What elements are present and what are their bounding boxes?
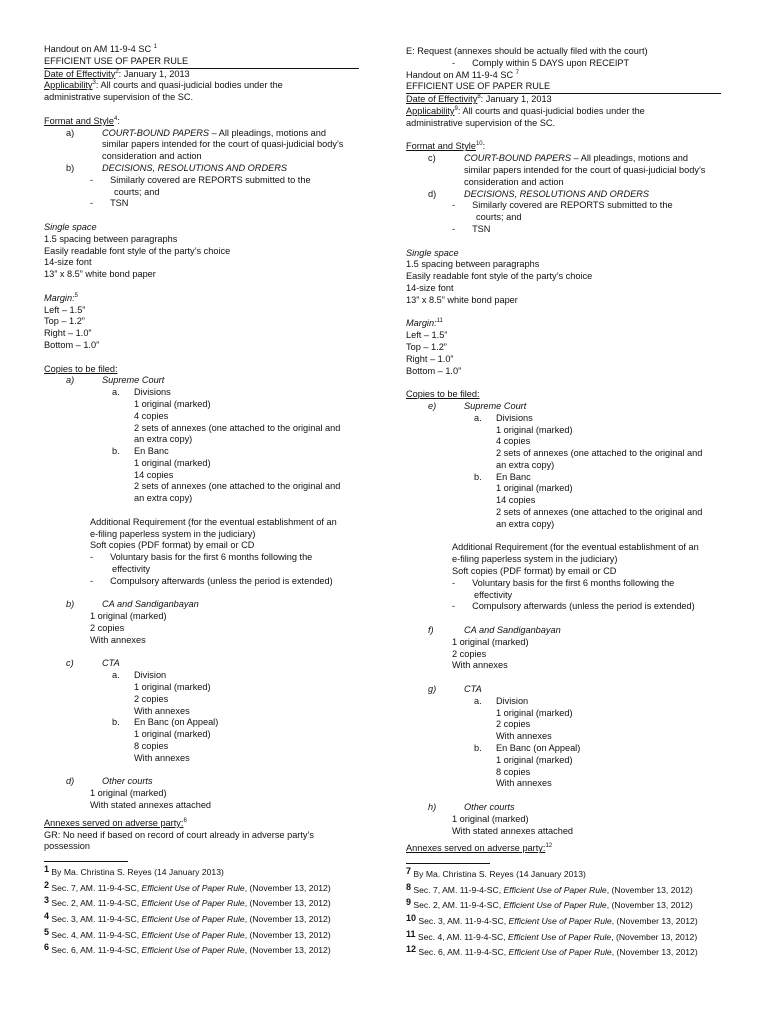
oc-original: 1 original (marked) [452, 813, 529, 824]
footnote-ref: 4 [113, 115, 118, 122]
copies-heading: Copies to be filed: [44, 363, 118, 374]
format-item-b: b) DECISIONS, RESOLUTIONS AND ORDERS [66, 162, 287, 173]
additional-requirement-cont: e-filing paperless system in the judiciary) [90, 528, 256, 539]
footnote-ref: 7 [515, 69, 519, 76]
footnote-ref: 1 [153, 44, 157, 50]
voluntary-basis: - Voluntary basis for the first 6 months following the [90, 552, 313, 563]
footnote-title: Efficient Use of Paper Rule [141, 945, 245, 956]
margin-top: Top – 1.2” [406, 341, 447, 352]
cta-eb-copies: 8 copies [134, 741, 169, 752]
footnote-number: 7 [406, 866, 412, 877]
ca-heading: f) CA and Sandiganbayan [428, 625, 561, 636]
footnote-number: 5 [44, 926, 50, 937]
sc-div-annexes-cont: an extra copy) [134, 434, 193, 445]
ca-copies: 2 copies [90, 623, 125, 634]
cta-div-original: 1 original (marked) [134, 682, 211, 693]
voluntary-basis: - Voluntary basis for the first 6 months following the [452, 577, 675, 588]
footnote [406, 867, 724, 883]
sc-div-annexes: 2 sets of annexes (one attached to the original and [496, 448, 703, 459]
footnote-title: Efficient Use of Paper Rule [503, 884, 607, 895]
handout-title: Handout on AM 11-9-4 SC $^1$ [44, 44, 157, 54]
footnote-title: Efficient Use of Paper Rule [508, 915, 612, 926]
footnote-ref: 12 [545, 843, 553, 850]
e-request-line: E: Request (annexes should be actually filed with the court) [406, 46, 648, 56]
oc-original: 1 original (marked) [90, 788, 167, 799]
sc-eb-copies: 14 copies [134, 469, 174, 480]
sc-div-copies: 4 copies [496, 436, 531, 447]
footnote-text: Sec. 2, AM. 11-9-4-SC, [49, 898, 142, 909]
footnote-ref: 9 [454, 105, 458, 112]
margin-heading: Margin:$^5$ [44, 292, 78, 303]
margin-bottom: Bottom – 1.0” [44, 339, 100, 350]
other-courts-heading: h) Other courts [428, 802, 515, 812]
footnote-date: , (November 13, 2012) [606, 900, 693, 911]
e-request-sub-text: Comply within 5 DAYS upon RECEIPT [472, 57, 630, 68]
cta-heading: c) CTA [66, 658, 120, 669]
footnote-number: 9 [406, 897, 412, 908]
copies-heading: Copies to be filed: [406, 389, 480, 400]
footnote [406, 945, 724, 961]
sc-div-original: 1 original (marked) [496, 424, 573, 435]
format-item-b-bullet1-cont: courts; and [476, 212, 522, 223]
cta-div-annexes: With annexes [496, 731, 552, 742]
format-item-b-bullet1: - Similarly covered are REPORTS submitted to the [90, 174, 311, 185]
ca-copies: 2 copies [452, 648, 487, 659]
format-item-a-cont: similar papers intended for the court of quasi-judicial body’s [102, 139, 344, 150]
footnote [44, 912, 362, 928]
footnote [406, 930, 724, 946]
sc-div-annexes: 2 sets of annexes (one attached to the original and [134, 422, 341, 433]
ca-original: 1 original (marked) [452, 636, 529, 647]
footnote-text: Sec. 4, AM. 11-9-4-SC, [49, 929, 142, 940]
footnote-date: , (November 13, 2012) [244, 913, 331, 924]
format-item-b-bullet1: - Similarly covered are REPORTS submitted to the [452, 200, 673, 211]
footnote-ref: 2 [115, 68, 119, 75]
footnote-number: 8 [406, 881, 412, 892]
footnote-title: Efficient Use of Paper Rule [141, 882, 245, 893]
footnote-title: Efficient Use of Paper Rule [508, 947, 612, 958]
format-item-a-cont2: consideration and action [464, 176, 564, 187]
margin-left: Left – 1.5” [44, 304, 86, 315]
sc-en-banc: b. En Banc [112, 446, 169, 457]
footnote-date: , (November 13, 2012) [611, 931, 698, 942]
margin-bottom: Bottom – 1.0” [406, 365, 462, 376]
footnote [44, 896, 362, 912]
footnote-ref: 6 [183, 817, 187, 824]
handout-title: Handout on AM 11-9-4 SC $^7$ [406, 69, 519, 80]
footnote-date: , (November 13, 2012) [244, 882, 331, 893]
sc-en-banc: b. En Banc [474, 471, 531, 482]
additional-requirement-cont: e-filing paperless system in the judiciary) [452, 554, 618, 565]
footnote-number: 3 [44, 895, 50, 906]
sc-divisions: a. Divisions [112, 387, 171, 398]
voluntary-basis-cont: effectivity [112, 564, 151, 575]
footnote-text: Sec. 2, AM. 11-9-4-SC, [411, 900, 504, 911]
ca-annexes: With annexes [90, 634, 146, 645]
ca-annexes: With annexes [452, 660, 508, 671]
cta-eb-annexes: With annexes [134, 752, 190, 763]
sc-divisions: a. Divisions [474, 412, 533, 423]
margin-heading: Margin:$^{11}$ [406, 318, 443, 329]
applicability: Applicability$^9$: All courts and quasi-judicial bodies under the [406, 105, 645, 116]
footnote-number: 1 [44, 864, 50, 875]
margin-top: Top – 1.2” [44, 316, 85, 327]
cta-div-copies: 2 copies [496, 719, 531, 730]
annexes-served-heading: Annexes served on adverse party:$^{12}$ [406, 843, 553, 854]
footnote-date: , (November 13, 2012) [611, 947, 698, 958]
sc-div-annexes-cont: an extra copy) [496, 459, 555, 470]
cta-heading: g) CTA [428, 684, 482, 695]
spec-font-size: 14-size font [406, 282, 454, 293]
left-column [44, 44, 362, 959]
footnote-number: 2 [44, 879, 50, 890]
cta-division: a. Division [474, 695, 529, 706]
footnote-title: Efficient Use of Paper Rule [503, 900, 607, 911]
footnote-title: Efficient Use of Paper Rule [141, 929, 245, 940]
margin-right: Right – 1.0” [406, 353, 454, 364]
margin-left: Left – 1.5” [406, 330, 448, 341]
footnote-title: Efficient Use of Paper Rule [141, 913, 245, 924]
footnote [406, 883, 724, 899]
footnote-rule [406, 863, 490, 864]
format-item-b-bullet2: - TSN [452, 223, 491, 234]
other-courts-heading: d) Other courts [66, 776, 153, 787]
annexes-served-heading: Annexes served on adverse party:$^6$ [44, 817, 187, 828]
additional-requirement: Additional Requirement (for the eventual establishment of an [452, 542, 699, 553]
cta-en-banc: b. En Banc (on Appeal) [474, 743, 581, 754]
footnote-text: Sec. 4, AM. 11-9-4-SC, [415, 931, 509, 942]
oc-annexes: With stated annexes attached [452, 825, 574, 836]
handout-subtitle: EFFICIENT USE OF PAPER RULE [406, 81, 721, 94]
sc-heading: e) Supreme Court [428, 400, 527, 411]
sc-eb-annexes-cont: an extra copy) [134, 493, 193, 504]
format-item-a-cont2: consideration and action [102, 151, 202, 162]
applicability-cont: administrative supervision of the SC. [406, 117, 556, 128]
cta-eb-original: 1 original (marked) [134, 729, 211, 740]
footnote-number: 10 [406, 912, 417, 923]
right-column [406, 46, 724, 961]
format-style-heading: Format and Style$^{10}$: [406, 141, 486, 152]
cta-eb-original: 1 original (marked) [496, 754, 573, 765]
footnote-ref: 5 [74, 292, 78, 299]
footnote-date: , (November 13, 2012) [244, 898, 331, 909]
footnote [44, 865, 362, 881]
additional-requirement: Additional Requirement (for the eventual establishment of an [90, 516, 337, 527]
voluntary-basis-cont: effectivity [474, 589, 513, 600]
footnote-text: By Ma. Christina S. Reyes (14 January 2013) [49, 867, 224, 878]
footnote-ref: 3 [92, 80, 96, 87]
footnote-text: By Ma. Christina S. Reyes (14 January 2013) [411, 869, 586, 880]
annex-general-rule-cont: possession [44, 841, 90, 852]
sc-div-copies: 4 copies [134, 410, 169, 421]
handout-subtitle: EFFICIENT USE OF PAPER RULE [44, 56, 359, 69]
cta-eb-annexes: With annexes [496, 778, 552, 789]
sc-heading: a) Supreme Court [66, 375, 165, 386]
format-style-heading: Format and Style$^4$: [44, 115, 120, 126]
footnote-title: Efficient Use of Paper Rule [508, 931, 612, 942]
footnote-text: Sec. 6, AM. 11-9-4-SC, [49, 945, 142, 956]
footnote-date: , (November 13, 2012) [244, 929, 331, 940]
sc-eb-original: 1 original (marked) [496, 483, 573, 494]
footnote-ref: 10 [475, 141, 483, 148]
footnote-number: 12 [406, 944, 417, 955]
sc-eb-copies: 14 copies [496, 495, 536, 506]
cta-div-copies: 2 copies [134, 693, 169, 704]
date-of-effectivity: Date of Effectivity$^2$: January 1, 2013 [44, 68, 190, 79]
footnote [44, 881, 362, 897]
soft-copies: Soft copies (PDF format) by email or CD [90, 540, 255, 551]
soft-copies: Soft copies (PDF format) by email or CD [452, 566, 617, 577]
footnote [44, 928, 362, 944]
sc-eb-original: 1 original (marked) [134, 457, 211, 468]
e-request-sub: - Comply within 5 DAYS upon RECEIPT [452, 57, 630, 68]
spec-spacing: 1.5 spacing between paragraphs [406, 259, 540, 270]
footnote-text: Sec. 7, AM. 11-9-4-SC, [411, 884, 504, 895]
sc-eb-annexes: 2 sets of annexes (one attached to the original and [496, 507, 703, 518]
footnote-number: 11 [406, 928, 416, 939]
date-of-effectivity: Date of Effectivity$^8$: January 1, 2013 [406, 94, 552, 105]
oc-annexes: With stated annexes attached [90, 800, 212, 810]
footnote-date: , (November 13, 2012) [606, 884, 693, 895]
spec-paper: 13” x 8.5” white bond paper [406, 294, 518, 305]
spec-paper: 13” x 8.5” white bond paper [44, 269, 156, 280]
cta-div-annexes: With annexes [134, 705, 190, 716]
footnote-title: Efficient Use of Paper Rule [141, 898, 245, 909]
footnote [406, 898, 724, 914]
ca-original: 1 original (marked) [90, 611, 167, 622]
footnote-rule [44, 861, 128, 862]
format-item-a: a) COURT-BOUND PAPERS – All pleadings, motions and [66, 127, 327, 138]
sc-eb-annexes: 2 sets of annexes (one attached to the original and [134, 481, 341, 492]
footnote-date: , (November 13, 2012) [611, 915, 698, 926]
sc-eb-annexes-cont: an extra copy) [496, 518, 555, 529]
cta-div-original: 1 original (marked) [496, 707, 573, 718]
margin-right: Right – 1.0” [44, 328, 92, 339]
footnote-ref: 11 [436, 318, 443, 325]
spec-font-style: Easily readable font style of the party’s choice [44, 245, 231, 256]
single-space-heading: Single space [406, 247, 459, 258]
footnote-date: , (November 13, 2012) [244, 945, 331, 956]
cta-division: a. Division [112, 670, 167, 681]
footnote-text: Sec. 3, AM. 11-9-4-SC, [49, 913, 142, 924]
format-item-a: c) COURT-BOUND PAPERS – All pleadings, motions and [428, 153, 689, 164]
footnote [44, 943, 362, 959]
footnote-text: Sec. 7, AM. 11-9-4-SC, [49, 882, 142, 893]
annex-general-rule: GR: No need if based on record of court already in adverse party’s [44, 829, 314, 840]
applicability: Applicability$^3$: All courts and quasi-judicial bodies under the [44, 80, 283, 91]
spec-font-size: 14-size font [44, 257, 92, 268]
format-item-b: d) DECISIONS, RESOLUTIONS AND ORDERS [428, 188, 649, 199]
footnote-number: 6 [44, 942, 50, 953]
cta-eb-copies: 8 copies [496, 766, 531, 777]
spec-font-style: Easily readable font style of the party’s choice [406, 271, 593, 282]
compulsory: - Compulsory afterwards (unless the period is extended) [452, 601, 695, 612]
footnote-text: Sec. 3, AM. 11-9-4-SC, [416, 915, 509, 926]
sc-div-original: 1 original (marked) [134, 398, 211, 409]
cta-en-banc: b. En Banc (on Appeal) [112, 717, 219, 728]
format-item-b-bullet2: - TSN [90, 198, 129, 209]
ca-heading: b) CA and Sandiganbayan [66, 599, 199, 610]
footnote-number: 4 [44, 910, 50, 921]
applicability-cont: administrative supervision of the SC. [44, 92, 194, 103]
compulsory: - Compulsory afterwards (unless the period is extended) [90, 575, 333, 586]
single-space-heading: Single space [44, 221, 97, 232]
spec-spacing: 1.5 spacing between paragraphs [44, 233, 178, 244]
format-item-a-cont: similar papers intended for the court of quasi-judicial body’s [464, 164, 706, 175]
footnote [406, 914, 724, 930]
footnote-text: Sec. 6, AM. 11-9-4-SC, [416, 947, 509, 958]
format-item-b-bullet1-cont: courts; and [114, 186, 160, 197]
footnote-ref: 8 [477, 94, 481, 101]
